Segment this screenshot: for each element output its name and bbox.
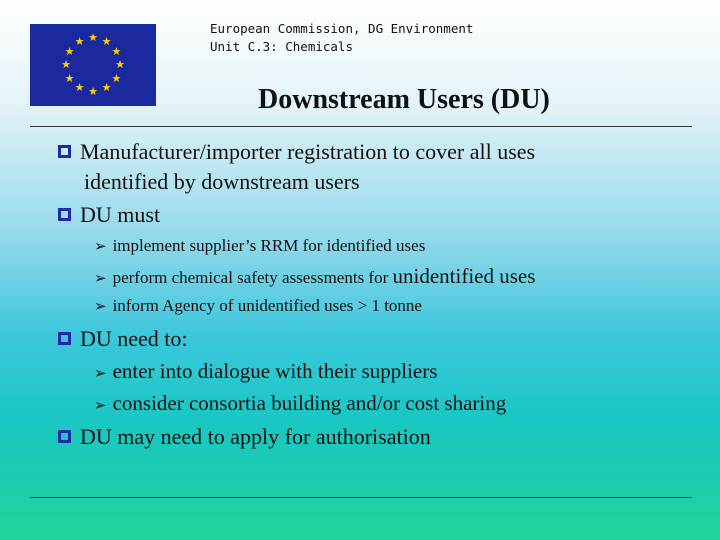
slide-title: Downstream Users (DU)	[258, 84, 550, 115]
star-icon: ★	[115, 58, 125, 71]
bullet-item: DU must	[58, 202, 160, 228]
star-icon: ★	[111, 71, 122, 85]
org-line-1: European Commission, DG Environment	[210, 21, 474, 36]
bullet-item: DU need to:	[58, 326, 188, 352]
star-icon: ★	[61, 58, 71, 71]
title-divider	[30, 126, 692, 127]
sub-bullet-item: ➢ perform chemical safety assessments for unidentified uses	[94, 264, 536, 288]
arrow-bullet-icon: ➢	[94, 269, 107, 287]
star-icon: ★	[101, 81, 112, 95]
star-icon: ★	[101, 34, 112, 48]
star-icon: ★	[88, 31, 98, 44]
star-icon: ★	[74, 81, 85, 95]
arrow-bullet-icon: ➢	[94, 396, 107, 414]
star-icon: ★	[88, 85, 98, 98]
sub-bullet-item: ➢ implement supplier’s RRM for identified uses	[94, 236, 426, 255]
square-bullet-icon	[58, 145, 71, 158]
square-bullet-icon	[58, 430, 71, 443]
star-icon: ★	[64, 71, 75, 85]
square-bullet-icon	[58, 208, 71, 221]
star-icon: ★	[74, 34, 85, 48]
square-bullet-icon	[58, 332, 71, 345]
bullet-item: Manufacturer/importer registration to cover all uses	[58, 139, 535, 165]
bullet-continuation: identified by downstream users	[84, 169, 360, 194]
sub-bullet-item: ➢ enter into dialogue with their suppliers	[94, 359, 438, 383]
arrow-bullet-icon: ➢	[94, 364, 107, 382]
org-line-2: Unit C.3: Chemicals	[210, 39, 353, 54]
star-icon: ★	[111, 44, 122, 58]
eu-flag-icon	[30, 24, 156, 106]
footer-divider	[30, 497, 692, 498]
sub-bullet-item: ➢ consider consortia building and/or cost sharing	[94, 391, 507, 415]
sub-bullet-item: ➢ inform Agency of unidentified uses > 1 tonne	[94, 296, 422, 315]
arrow-bullet-icon: ➢	[94, 297, 107, 315]
star-icon: ★	[64, 44, 75, 58]
bullet-item: DU may need to apply for authorisation	[58, 424, 431, 450]
arrow-bullet-icon: ➢	[94, 237, 107, 255]
